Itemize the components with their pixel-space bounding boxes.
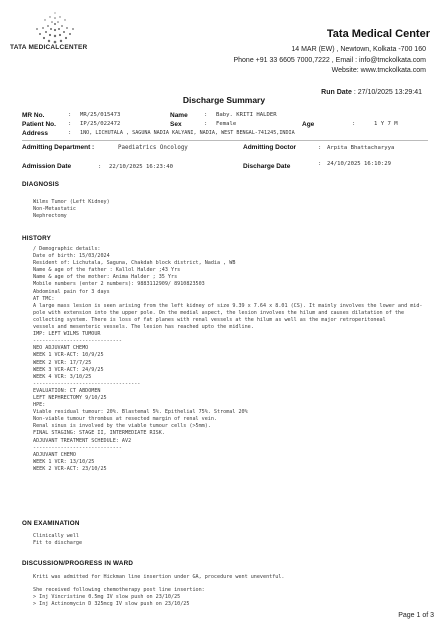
- divider: [22, 140, 428, 141]
- progress-line: She received following chemotherapy post line insertion:: [33, 587, 205, 594]
- diagnosis-line: Nephrectomy: [33, 213, 67, 220]
- patient-no-value: IP/25/022472: [80, 121, 121, 127]
- colon: :: [204, 121, 208, 127]
- page-number: Page 1 of 3: [398, 612, 434, 619]
- mr-label: MR No.: [22, 112, 45, 119]
- admitting-doctor-value: Arpita Bhattacharyya: [327, 145, 395, 151]
- history-line: LEFT NEPHRECTOMY 9/10/25: [33, 394, 107, 401]
- history-line: -----------------------------: [33, 338, 122, 345]
- patient-name-value: Baby. KRITI HALDER: [216, 112, 277, 118]
- run-date-value: 27/10/2025 13:29:41: [357, 89, 422, 96]
- patient-no-label: Patient No.: [22, 121, 56, 128]
- address-line-2: Phone +91 33 6605 7000,7222 , Email : info@tmckolkata.com: [233, 57, 426, 64]
- colon: :: [68, 130, 72, 136]
- examination-heading: ON EXAMINATION: [22, 520, 80, 527]
- diagnosis-list: [33, 199, 428, 220]
- progress-body: [33, 574, 428, 608]
- run-date-label: Run Date: [321, 89, 352, 96]
- history-line: HPE:: [33, 402, 46, 409]
- colon: :: [353, 89, 356, 96]
- logo-dots-icon: [30, 9, 80, 45]
- history-line: -----------------------------: [33, 444, 122, 451]
- address-line-1: 14 MAR (EW) , Newtown, Kolkata -700 160: [291, 46, 426, 53]
- history-line: WEEK 1 VCR: 13/10/25: [33, 458, 95, 465]
- history-line: NEO ADJUVANT CHEMO: [33, 345, 89, 352]
- logo-text: TATA MEDICALCENTER: [10, 44, 88, 51]
- progress-heading: DISCUSSION/PROGRESS IN WARD: [22, 560, 134, 567]
- colon: :: [68, 121, 72, 127]
- sex-label: Sex: [170, 121, 182, 128]
- colon: :: [318, 161, 322, 167]
- history-line: vessels and mesenteric vessels. The lesion has reached upto the midline.: [33, 324, 254, 331]
- history-line: Resident of: Lichutala, Saguna, Chakdah block district, Nadia , WB: [33, 260, 236, 267]
- history-line: IMP: LEFT WILMS TUMOUR: [33, 331, 101, 338]
- examination-body: [33, 533, 428, 547]
- admitting-doctor-label: Admitting Doctor: [243, 144, 297, 151]
- admitting-department-value: Paediatrics Oncology: [118, 145, 188, 151]
- history-line: Renal sinus is involved by the viable tumour cells (>5mm).: [33, 423, 211, 430]
- colon: :: [352, 121, 356, 127]
- admission-date-value: 22/10/2025 16:23:40: [109, 164, 173, 170]
- page-title: Discharge Summary: [182, 95, 266, 105]
- hospital-name: Tata Medical Center: [326, 28, 430, 40]
- address-label: Address: [22, 130, 49, 137]
- discharge-date-value: 24/10/2025 16:10:29: [327, 161, 391, 167]
- history-line: Non-viable tumour thrombus at resected margin of renal vein.: [33, 416, 218, 423]
- address-line-3: Website: www.tmckolkata.com: [331, 67, 426, 74]
- history-line: / Demographic details:: [33, 246, 101, 252]
- history-paragraph: A large mass lesion is seen arising from the left kidney of size 9.39 x 7.64 x 8.01 (CS). It mainly involves the lower and mid-pole with extension into the upper pole. On the medial aspect, the lesion involves the hilum and causes dilatation of the collecting system. There is loss of fat planes with renal vessels at the hilum as well as the major retroperitoneal: [33, 302, 423, 323]
- history-line: EVALUATION: CT ABDOMEN: [33, 387, 101, 394]
- name-label: Name: [170, 112, 188, 119]
- history-line: Date of birth: 15/03/2024: [33, 253, 110, 260]
- age-value: 1 Y 7 M: [374, 121, 398, 127]
- history-line: Name & age of the mother: Anima Halder ; 35 Yrs: [33, 274, 178, 281]
- sex-value: Female: [216, 121, 237, 127]
- history-line: Viable residual tumour: 20%. Blastemal 5%. Epithelial 75%. Stromal 20%: [33, 409, 248, 416]
- admission-date-label: Admission Date: [22, 163, 72, 170]
- history-line: WEEK 3 VCR-ACT: 24/9/25: [33, 366, 104, 373]
- history-line: Mobile numbers (enter 2 numbers): 9883112909/ 8910823503: [33, 281, 205, 288]
- diagnosis-line: Wilms Tumor (Left Kidney): [33, 199, 110, 205]
- colon: :: [204, 112, 208, 118]
- history-line: -----------------------------------: [33, 380, 141, 387]
- history-body: [33, 246, 428, 473]
- admitting-department-label: Admitting Department :: [22, 144, 95, 151]
- progress-line: > Inj Actinomycin D 325mcg IV slow push on 23/10/25: [33, 601, 190, 608]
- history-line: ADJUVANT TREATMENT SCHEDULE: AV2: [33, 437, 132, 444]
- diagnosis-heading: DIAGNOSIS: [22, 181, 60, 188]
- colon: :: [98, 164, 102, 170]
- history-line: Name & age of the father : Kallol Halder ;43 Yrs: [33, 267, 181, 274]
- history-heading: HISTORY: [22, 235, 52, 242]
- exam-line: Fit to discharge: [33, 540, 83, 547]
- address-value: 1NO, LICHUTALA , SAGUNA NADIA KALYANI, NADIA, WEST BENGAL-741245,INDIA: [80, 130, 295, 136]
- history-line: WEEK 1 VCR-ACT: 10/9/25: [33, 352, 104, 359]
- discharge-date-label: Discharge Date: [243, 163, 291, 170]
- progress-line: Kriti was admitted for Hickman line insertion under GA, procedure went uneventful.: [33, 574, 285, 580]
- history-line: ADJUVANT CHEMO: [33, 451, 76, 458]
- colon: :: [68, 112, 72, 118]
- age-label: Age: [302, 121, 315, 128]
- history-line: FINAL STAGING: STAGE II, INTERMEDIATE RISK.: [33, 430, 165, 437]
- history-line: AT TMC:: [33, 295, 55, 302]
- colon: :: [318, 145, 322, 151]
- progress-line: > Inj Vincristine 0.5mg IV slow push on 23/10/25: [33, 594, 181, 601]
- history-line: WEEK 2 VCR: 17/7/25: [33, 359, 92, 366]
- exam-line: Clinically well: [33, 533, 80, 539]
- history-line: Abdominal pain for 3 days: [33, 288, 110, 295]
- history-line: WEEK 4 VCR: 3/10/25: [33, 373, 92, 380]
- diagnosis-line: Non-Metastatic: [33, 206, 76, 213]
- mr-value: MR/25/015473: [80, 112, 121, 118]
- history-line: WEEK 2 VCR-ACT: 23/10/25: [33, 465, 107, 472]
